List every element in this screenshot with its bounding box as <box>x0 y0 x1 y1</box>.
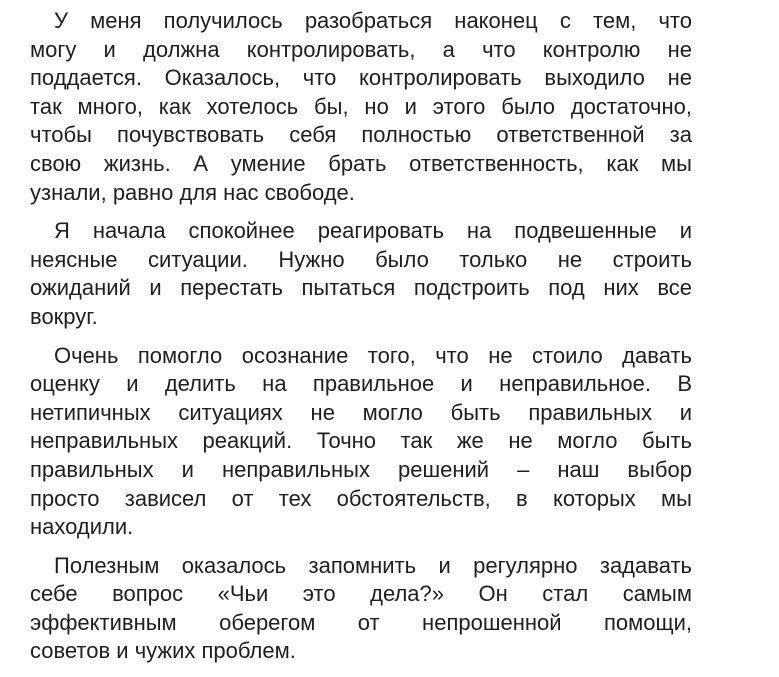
text-line: себе вопрос «Чьи это дела?» Он стал самым <box>30 581 692 607</box>
text-line: нетипичных ситуациях не могло быть правильных и <box>30 399 692 425</box>
text-line: ожиданий и перестать пытаться подстроить под них все <box>30 275 692 301</box>
text-line: поддается. Оказалось, что контролировать выходило не <box>30 65 692 91</box>
text-line: вокруг. <box>30 303 98 329</box>
text-line: неправильных реакций. Точно так же не могло быть <box>30 428 692 454</box>
text-line: У меня получилось разобраться наконец с тем, что <box>54 8 692 33</box>
text-line: Полезным оказалось запомнить и регулярно задавать <box>54 552 692 578</box>
text-line: правильных и неправильных решений – наш выбор <box>30 456 692 482</box>
text-line: оценку и делить на правильное и неправильное. В <box>30 371 692 397</box>
text-line: Я начала спокойнее реагировать на подвешенные и <box>54 218 692 244</box>
document-page <box>30 7 692 676</box>
text-line: чтобы почувствовать себя полностью ответственной за <box>30 122 692 148</box>
paragraph-3 <box>30 342 692 542</box>
text-line: свою жизнь. А умение брать ответственность, как мы <box>30 150 692 176</box>
text-line: неясные ситуации. Нужно было только не строить <box>30 246 692 272</box>
text-line: находили. <box>30 514 134 540</box>
text-line: советов и чужих проблем. <box>30 638 296 664</box>
text-line: узнали, равно для нас свободе. <box>30 179 355 205</box>
text-line: эффективным оберегом от непрошенной помощи, <box>30 609 692 635</box>
text-line: просто зависел от тех обстоятельств, в которых мы <box>30 485 692 511</box>
text-line: Очень помогло осознание того, что не стоило давать <box>54 342 692 368</box>
text-line: так много, как хотелось бы, но и этого было достаточно, <box>30 93 692 119</box>
paragraph-1 <box>30 7 692 207</box>
paragraph-4 <box>30 552 692 666</box>
text-line: могу и должна контролировать, а что контролю не <box>30 36 692 62</box>
paragraph-2 <box>30 217 692 331</box>
